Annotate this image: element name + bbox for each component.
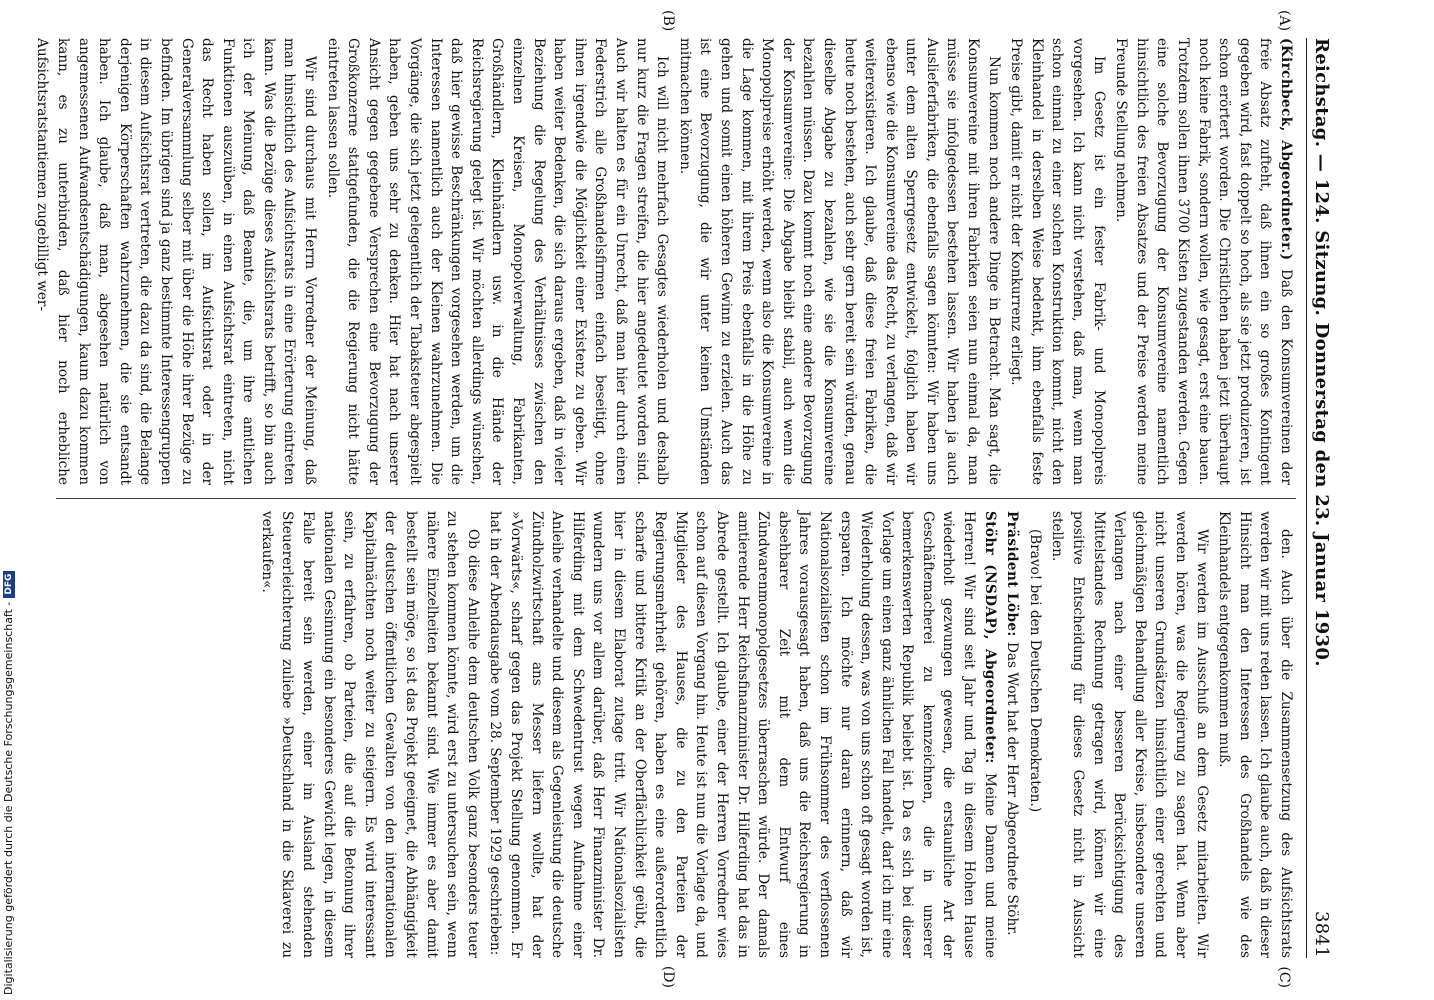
page-number: 3841 <box>1311 910 1332 958</box>
speaker-label: Stöhr (NSDAP), Abgeordneter: <box>981 511 998 773</box>
text-columns <box>34 10 1296 988</box>
paragraph-text: Meine Damen und meine Herren! Wir sind seit Jahr und Tag in diesem Hohen Hause wiederholt gezwungen gewesen, die erstaunliche Art der Geschäftemacherei zu kennzeichnen, die in unserer bemerkenswerten Republik beliebt ist. Da es sich bei dieser Vorlage um einen ganz ähnlichen Fall handelt, darf ich mir eine Wiederholung dessen, was von uns schon oft gesagt worden ist, ersparen. Ich möchte nur daran erinnern, daß wir Nationalsozialisten schon im Frühsommer des verflossenen Jahres vorausgesagt haben, daß uns die Reichsregierung in absehbarer Zeit mit dem Entwurf eines Zündwarenmonopolgesetzes überraschen würde. Der damals amtierende Herr Reichsfinanzminister Dr. Hilferding hat das in Abrede gestellt. Ich glaube, einer der Herren Vorredner wies schon auf diesen Vorgang hin. Heute ist nun die Vorlage da, und Mitglieder des Hauses, die zu den Parteien der Regierungsmehrheit gehören, haben es eine außerordentlich scharfe und bittere Kritik an der Oberflächlichkeit geübt, die hier in diesem Elaborat zutage tritt. Wir Nationalsozialisten wundern uns vor allem darüber, daß Herr Finanzminister Dr. Hilferding mit dem Schwedentrust wegen Aufnahme einer Anleihe verhandelte und diesem als Gegenleistung die deutsche Zündholzwirtschaft ans Messer liefern wollte, hat der »Vorwärts«, scharf gegen das Projekt Stellung genommen. Er hat in der Abendausgabe vom 28. September 1929 geschrieben: <box>487 511 998 959</box>
paragraph <box>485 511 1000 958</box>
paragraph-text: den. Auch über die Zusammensetzung des Aufsichtsrats werden wir mit uns reden lassen. Ich glaube auch, daß in dieser Hinsicht man den Interessen des Großhandels wie des Kleinhandels entgegenkommen muß. <box>1216 511 1294 958</box>
page-header <box>1306 38 1332 958</box>
margin-marker-d: (D) <box>660 965 676 988</box>
scanned-page <box>0 8 1350 988</box>
left-column <box>34 38 1296 485</box>
digitization-credit <box>2 571 15 995</box>
paragraph <box>1024 511 1045 958</box>
paragraph-text: Im Gesetz ist ein fester Fabrik- und Monopolpreis vorgesehen. Ich kann nicht verstehen, daß man, wenn man schon einmal zu einer solchen Konstruktion kommt, nicht den Kleinhandel in derselben Weise bedenkt, ihm ebenfalls feste Preise gibt, damit er nicht der Konkurrenz erliegt. <box>1008 38 1107 485</box>
paragraph <box>1111 38 1296 485</box>
paragraph-text: Ich will nicht mehrfach Gesagtes wiederholen und deshalb nur kurz die Fragen streifen, die hier angedeutet worden sind. Auch wir halten es für ein Unrecht, daß man hier durch einen Federstrich alle Großhandelsfirmen einfach beseitigt, ohne ihnen irgendwie die Möglichkeit einer Existenz zu geben. Wir haben weiter Bedenken, die sich daraus ergeben, daß in vieler Beziehung die Regelung des Verhältnisses zwischen den einzelnen Kreisen, Monopolverwaltung, Fabrikanten, Großhändlern, Kleinhändlern usw. in die Hände der Reichsregierung gelegt ist. Wir möchten allerdings wünschen, daß hier gewisse Beschränkungen vorgesehen werden, um die Interessen namentlich auch der Kleinen wahrzunehmen. Die Vorgänge, die sich jetzt gelegentlich der Tabaksteuer abgespielt haben, geben uns sehr zu denken. Hier hat nach unserer Ansicht gegen gegebene Versprechen eine Bevorzugung der Großkonzerne stattgefunden, die die Regierung nicht hätte eintreten lassen sollen. <box>324 38 671 485</box>
paragraph <box>1002 511 1023 958</box>
paragraph-text: Ob diese Anleihe dem deutschen Volk ganz besonders teuer zu stehen kommen könnte, wird erst zu untersuchen sein, wenn nähere Einzelheiten bekannt sind. Wie immer es aber damit bestellt sein möge, so ist das Projekt geeignet, die Abhängigkeit der deutschen öffentlichen Gewalten von den internationalen Kapitalmächten noch weiter zu steigern. Es wird interessant sein, zu erfahren, ob Parteien, die auf die Betonung ihrer nationalen Gesinnung ein besonderes Gewicht legen, in diesem Falle bereit sein werden, einer im Ausland stehenden Steuererleichterung zuliebe »Deutschland in die Sklaverei zu verkaufen«. <box>258 511 481 958</box>
speaker-label: (Kirchbeck, Abgeordneter.) <box>1278 38 1294 270</box>
speaker-label: Präsident Löbe: <box>1004 511 1021 642</box>
right-column <box>56 511 1296 958</box>
margin-marker-c: (C) <box>1276 966 1292 988</box>
margin-marker-a: (A) <box>1276 10 1292 32</box>
credit-text: Digitalisierung gefördert durch die Deutsche Forschungsgemeinschaft - <box>2 601 15 995</box>
margin-marker-b: (B) <box>660 10 676 32</box>
paragraph <box>1214 511 1296 958</box>
paragraph-text: Wir sind durchaus mit Herrn Vorredner der Meinung, daß man hinsichtlich des Aufsichtsrats in eine Erörterung eintreten kann. Was die Bezüge dieses Aufsichtsrats betrifft, so bin auch ich der Meinung, daß Beamte, die, um ihre amtlichen Funktionen auszuüben, in einen Aufsichtsrat eintreten, nicht das Recht haben sollen, im Aufsichtsrat oder in der Generalversammlung selber mit über die Höhe ihrer Bezüge zu befinden. Im übrigen sind ja ganz bestimmte Interessengruppen in diesem Aufsichtsrat vertreten, die dazu da sind, die Belange derjenigen Körperschaften wahrzunehmen, die sie entsandt haben. Ich glaube, daß man, abgesehen natürlich von angemessenen Aufwandsentschädigungen, kaum dazu kommen kann, es zu unterbinden, daß hier noch erhebliche Aufsichtsratstantiemen zugebilligt wer- <box>34 38 319 485</box>
paragraph-text: Daß den Konsumvereinen der freie Absatz zufteht, daß ihnen ein so großes Kontingent gegeben wird, fast doppelt so hoch, als sie jetzt produzieren, ist schon erörtert worden. Die Christlichen haben jetzt überhaupt noch keine Fabrik, sondern wollen, wie gesagt, erst eine bauen. Trotzdem sollen ihnen 3700 Kisten zugestanden werden. Gegen eine solche Bevorzugung der Konsumvereine namentlich hinsichtlich des freien Absatzes und der Preise werden meine Freunde Stellung nehmen. <box>1113 38 1294 485</box>
dfg-logo: DFG <box>3 571 15 598</box>
paragraph-text: (Bravo! bei den Deutschen Demokraten.) <box>1026 529 1043 813</box>
paragraph <box>322 38 672 485</box>
paragraph <box>1006 38 1109 485</box>
paragraph <box>674 38 1004 485</box>
paragraph-text: Nun kommen noch andere Dinge in Betracht. Man sagt, die Konsumvereine mit ihren Fabriken seien nun einmal da, man müsse sie infolgedessen bestehen lassen. Wir haben ja auch Auslieferfabriken, die ebenfalls sagen könnten: Wir haben uns unter dem alten Sperrgesetz entwickelt, folglich haben wir ebenso wie die Konsumvereine das Recht, zu verlangen, daß wir weiterexistieren. Ich glaube, daß diese freien Fabriken, die heute noch bestehen, auch sehr gern bereit sein würden, genau dieselbe Abgabe zu bezahlen, wie sie die Konsumvereine bezahlen müssen. Dazu kommt noch eine andere Bevorzugung der Konsumvereine: Die Abgabe bleibt stabil, auch wenn die Monopolpreise erhöht werden, wenn also die Konsumvereine in die Lage kommen, mit ihrem Preis ebenfalls in die Höhe zu gehen und somit einen höheren Gewinn zu erzielen. Auch das ist eine Bevorzugung, die wir unter keinen Umständen mitmachen können. <box>676 38 1002 485</box>
paragraph <box>256 511 483 958</box>
paragraph <box>32 38 320 485</box>
paragraph-text: Das Wort hat der Herr Abgeordnete Stöhr. <box>1004 642 1021 936</box>
paragraph <box>1047 511 1212 958</box>
paragraph-text: Wir werden im Ausschuß an dem Gesetz mitarbeiten. Wir werden hören, was die Regierung zu sagen hat. Wenn aber nicht unseren Grundsätzen hinsichtlich einer gerechten und gleichmäßigen Behandlung aller Kreise, insbesondere unseren Verlangen nach einer besseren Berücksichtigung des Mittelstandes Rechnung getragen wird, können wir eine positive Entscheidung für dieses Gesetz nicht in Aussicht stellen. <box>1049 511 1210 958</box>
column-divider <box>56 498 1296 499</box>
page-title: Reichstag. — 124. Sitzung. Donnerstag den 23. Januar 1930. <box>1311 38 1332 667</box>
